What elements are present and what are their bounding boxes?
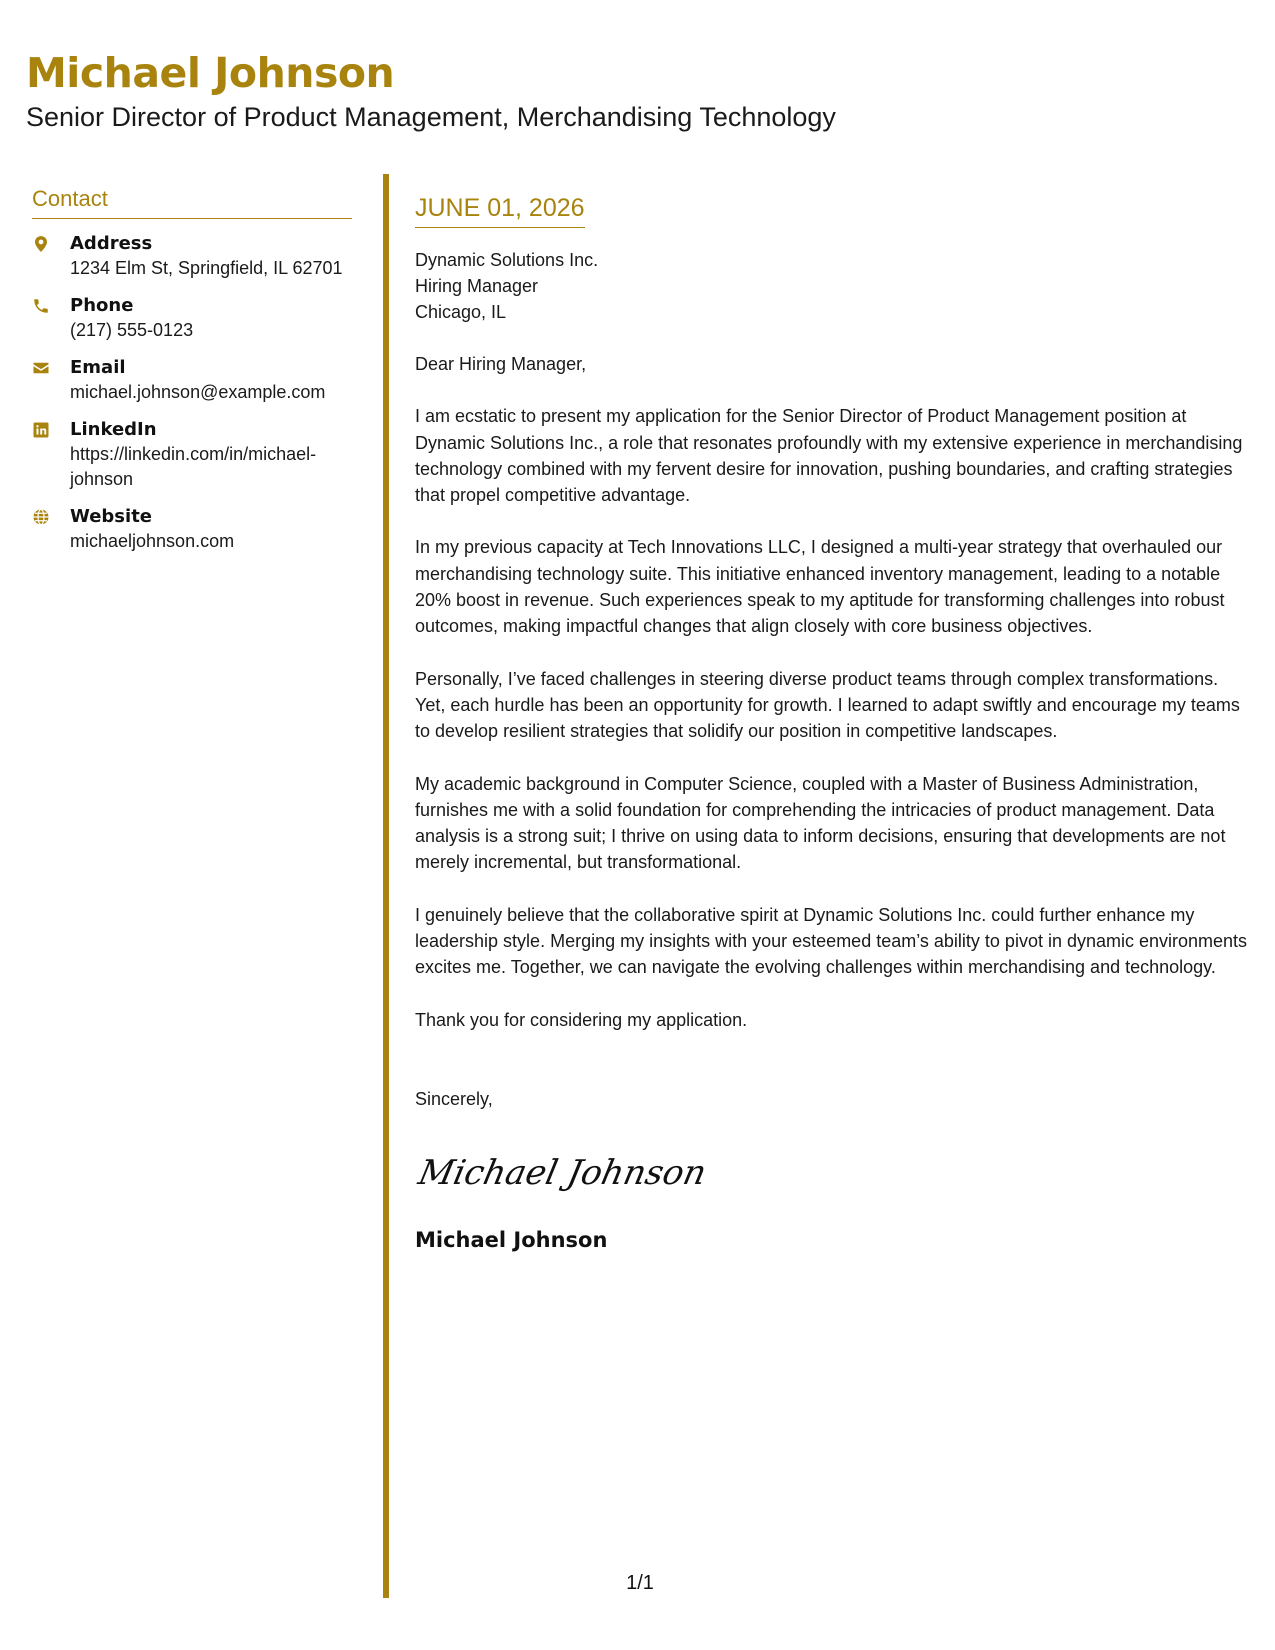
contact-label: LinkedIn: [70, 419, 157, 440]
closing: Sincerely,: [415, 1088, 493, 1109]
linkedin-value[interactable]: https://linkedin.com/in/michael-johnson: [70, 444, 317, 489]
contact-phone: [32, 293, 352, 343]
contact-label: Address: [70, 233, 153, 254]
body-paragraph: Personally, I’ve faced challenges in steering diverse product teams through complex transformations. Yet, each hurdle has been an opportunity for growth. I learned to adapt swiftly and encourage my teams to develop resilient strategies that solidify our position in competitive landscapes.: [415, 668, 1240, 742]
thank-you-line: Thank you for considering my application.: [415, 1009, 748, 1030]
letter-header: [26, 46, 1226, 134]
applicant-title: Senior Director of Product Management, Merchandising Technology: [26, 102, 836, 132]
recipient-company: Dynamic Solutions Inc.: [415, 250, 599, 270]
contact-label: Email: [70, 357, 126, 378]
salutation: Dear Hiring Manager,: [415, 354, 587, 374]
contact-label: Phone: [70, 295, 134, 316]
body-paragraph: I genuinely believe that the collaborative spirit at Dynamic Solutions Inc. could further enhance my leadership style. Merging my insights with your esteemed team’s ability to pivot in dynamic environments excites me. Together, we can navigate the evolving challenges within merchandising and technology.: [415, 904, 1248, 978]
letter-date: JUNE 01, 2026: [415, 192, 585, 228]
address-value: 1234 Elm St, Springfield, IL 62701: [70, 258, 343, 278]
linkedin-icon: [32, 417, 70, 439]
contact-sidebar: [32, 184, 352, 566]
contact-heading: Contact: [32, 184, 352, 219]
phone-value: (217) 555-0123: [70, 320, 194, 340]
email-value[interactable]: michael.johnson@example.com: [70, 382, 326, 402]
recipient-block: [415, 247, 1253, 325]
signed-name: Michael Johnson: [415, 1227, 608, 1252]
vertical-divider: [383, 174, 389, 1598]
recipient-location: Chicago, IL: [415, 302, 507, 322]
body-paragraph: In my previous capacity at Tech Innovations LLC, I designed a multi-year strategy that overhauled our merchandising technology suite. This initiative enhanced inventory management, leading to a notable 20% boost in revenue. Such experiences speak to my aptitude for transforming challenges into robust outcomes, making impactful changes that align closely with core business objectives.: [415, 537, 1225, 637]
contact-label: Website: [70, 506, 153, 527]
contact-address: [32, 231, 352, 281]
contact-email: [32, 355, 352, 405]
map-pin-icon: [32, 231, 70, 253]
body-paragraph: My academic background in Computer Science, coupled with a Master of Business Administration, furnishes me with a solid foundation for comprehending the intricacies of product management. Data analysis is a strong suit; I thrive on using data to inform decisions, ensuring that developments are not merely incremental, but transformational.: [415, 773, 1226, 873]
contact-linkedin: [32, 417, 352, 492]
page-number: 1/1: [626, 1572, 654, 1594]
contact-website: [32, 504, 352, 554]
website-value[interactable]: michaeljohnson.com: [70, 531, 235, 551]
signature-text: Michael Johnson: [415, 1153, 710, 1193]
globe-icon: [32, 504, 70, 526]
recipient-role: Hiring Manager: [415, 276, 539, 296]
letter-body: [415, 192, 1253, 1254]
handwritten-signature: [415, 1146, 1253, 1198]
applicant-name: Michael Johnson: [26, 49, 395, 97]
body-paragraph: I am ecstatic to present my application for the Senior Director of Product Management position at Dynamic Solutions Inc., a role that resonates profoundly with my extensive experience in merchandising technology combined with my fervent desire for innovation, pushing boundaries, and crafting strategies that propel competitive advantage.: [415, 406, 1243, 506]
phone-icon: [32, 293, 70, 315]
envelope-icon: [32, 355, 70, 377]
